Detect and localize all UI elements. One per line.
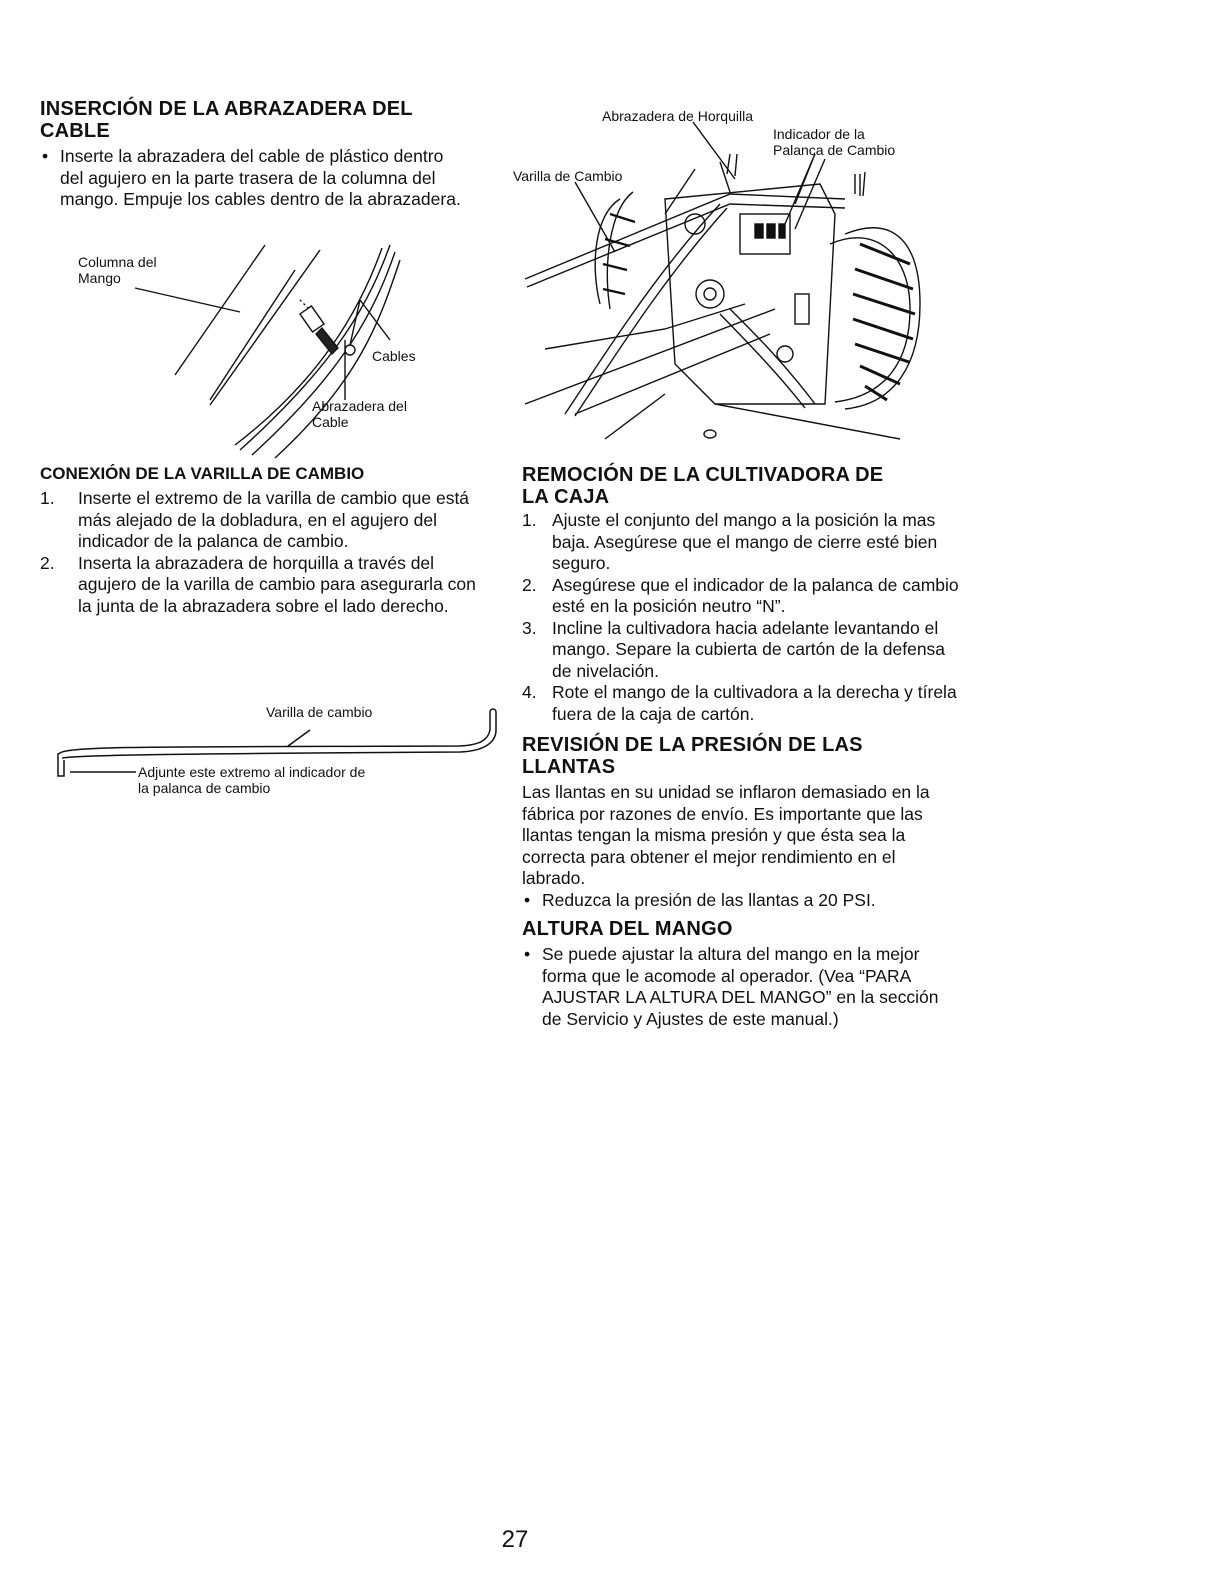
label-shift-indicator: Indicador de la Palanca de Cambio	[773, 126, 896, 158]
tire-pressure-bullets	[522, 890, 962, 912]
label-shift-rod: Varilla de cambio	[266, 704, 373, 720]
remove-step: 4. Rote el mango de la cultivadora a la derecha y tírela fuera de la caja de cartón.	[522, 682, 957, 724]
remove-step: 2. Asegúrese que el indicador de la palanca de cambio esté en la posición neutro “N”.	[522, 574, 959, 616]
shift-rod-figure	[40, 700, 510, 810]
label-shift-rod-tiller: Varilla de Cambio	[513, 168, 623, 184]
section-remove-title: REMOCIÓN DE LA CULTIVADORA DE LA CAJA	[522, 464, 884, 508]
cable-clamp-bullets	[40, 146, 465, 211]
shift-rod-step: 2. Inserta la abrazadera de horquilla a través del agujero de la varilla de cambio para asegurarla con la junta de la abrazadera sobre el lado derecho.	[40, 552, 476, 616]
section-cable-clamp-title: INSERCIÓN DE LA ABRAZADERA DEL CABLE	[40, 98, 413, 142]
label-handle-column: Columna del Mango	[78, 254, 157, 286]
label-hairpin-clip: Abrazadera de Horquilla	[602, 108, 753, 124]
label-cable-clamp: Abrazadera del Cable	[312, 398, 407, 430]
tire-pressure-bullet: • Reduzca la presión de las llantas a 20 PSI.	[522, 890, 962, 912]
section-shift-rod-title: CONEXIÓN DE LA VARILLA DE CAMBIO	[40, 464, 365, 483]
cable-clamp-figure	[60, 240, 480, 460]
label-cables: Cables	[372, 348, 416, 364]
section-handle-height	[522, 918, 962, 1030]
remove-step: 3. Incline la cultivadora hacia adelante levantando el mango. Separe la cubierta de cartón de la defensa de nivelación.	[522, 617, 946, 681]
section-remove-from-carton	[522, 464, 962, 725]
page-number: 27	[501, 1526, 529, 1553]
section-tire-pressure-title: REVISIÓN DE LA PRESIÓN DE LAS LLANTAS	[522, 734, 863, 778]
cable-clamp-bullet: • Inserte la abrazadera del cable de plástico dentro del agujero en la parte trasera de la columna del mango. Empuje los cables dentro de la abrazadera.	[40, 146, 465, 211]
shift-rod-steps	[40, 488, 480, 617]
section-shift-rod	[40, 464, 490, 617]
section-cable-clamp	[40, 98, 490, 211]
shift-rod-step: 1. Inserte el extremo de la varilla de cambio que está más alejado de la dobladura, en el agujero del indicador de la palanca de cambio.	[40, 488, 470, 551]
remove-step: 1. Ajuste el conjunto del mango a la posición la mas baja. Asegúrese que el mango de cierre esté bien seguro.	[522, 510, 938, 573]
handle-height-bullets	[522, 944, 952, 1030]
section-handle-height-title: ALTURA DEL MANGO	[522, 918, 733, 940]
handle-height-bullet: • Se puede ajustar la altura del mango en la mejor forma que le acomode al operador. (Vea “PARA AJUSTAR LA ALTURA DEL MANGO” en la sección de Servicio y Ajustes de este manual.)	[522, 944, 952, 1030]
section-tire-pressure	[522, 734, 962, 911]
label-attach-end: Adjunte este extremo al indicador de la palanca de cambio	[138, 764, 366, 796]
tire-pressure-paragraph: Las llantas en su unidad se inflaron demasiado en la fábrica por razones de envío. Es importante que las llantas tengan la misma presión y que ésta sea la correcta para obtener el mejor rendimiento en el labrado.	[522, 782, 930, 888]
tiller-figure	[515, 104, 955, 449]
remove-steps	[522, 510, 962, 725]
